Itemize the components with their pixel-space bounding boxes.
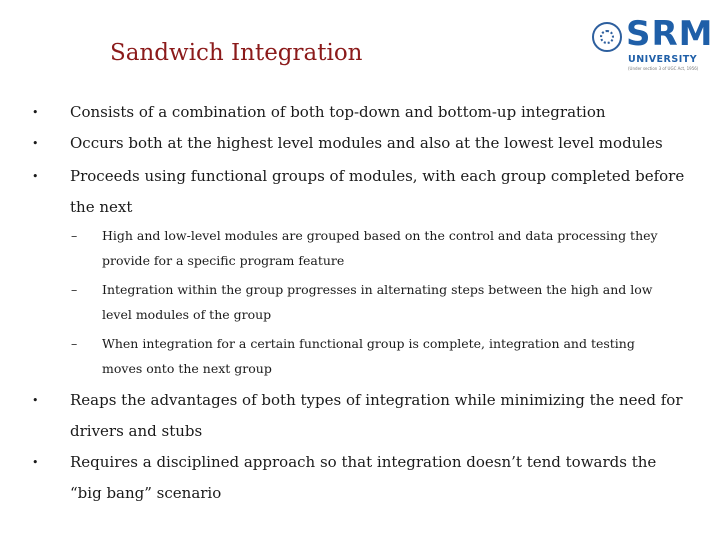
subbullet-text: When integration for a certain functional group is complete, integration and testing moves onto the next group [102, 336, 635, 376]
srm-university-logo [592, 14, 714, 76]
subbullet-marker: – [71, 282, 78, 297]
subbullet-text: High and low-level modules are grouped based on the control and data processing they provide for a specific program feature [102, 228, 658, 268]
bullet-marker: • [32, 137, 39, 150]
bullet-marker: • [32, 394, 39, 407]
bullet-text: Requires a disciplined approach so that integration doesn’t tend towards the “big bang” scenario [70, 453, 657, 502]
slide-title: Sandwich Integration [110, 40, 363, 66]
subbullet-marker: – [71, 336, 78, 351]
bullet-text: Reaps the advantages of both types of integration while minimizing the need for drivers and stubs [70, 391, 683, 440]
bullet-text: Proceeds using functional groups of modules, with each group completed before the next [70, 167, 685, 216]
bullet-marker: • [32, 170, 39, 183]
bullet-marker: • [32, 456, 39, 469]
logo-tagline: (Under section 3 of UGC Act, 1956) [628, 66, 699, 71]
logo-name: SRM [626, 14, 714, 54]
bullet-marker: • [32, 106, 39, 119]
logo-subtitle: UNIVERSITY [628, 54, 698, 65]
university-seal-icon [592, 22, 622, 52]
bullet-text: Occurs both at the highest level modules and also at the lowest level modules [70, 134, 663, 152]
subbullet-marker: – [71, 228, 78, 243]
subbullet-text: Integration within the group progresses in alternating steps between the high and low level modules of the group [102, 282, 653, 322]
bullet-text: Consists of a combination of both top-down and bottom-up integration [70, 103, 606, 121]
